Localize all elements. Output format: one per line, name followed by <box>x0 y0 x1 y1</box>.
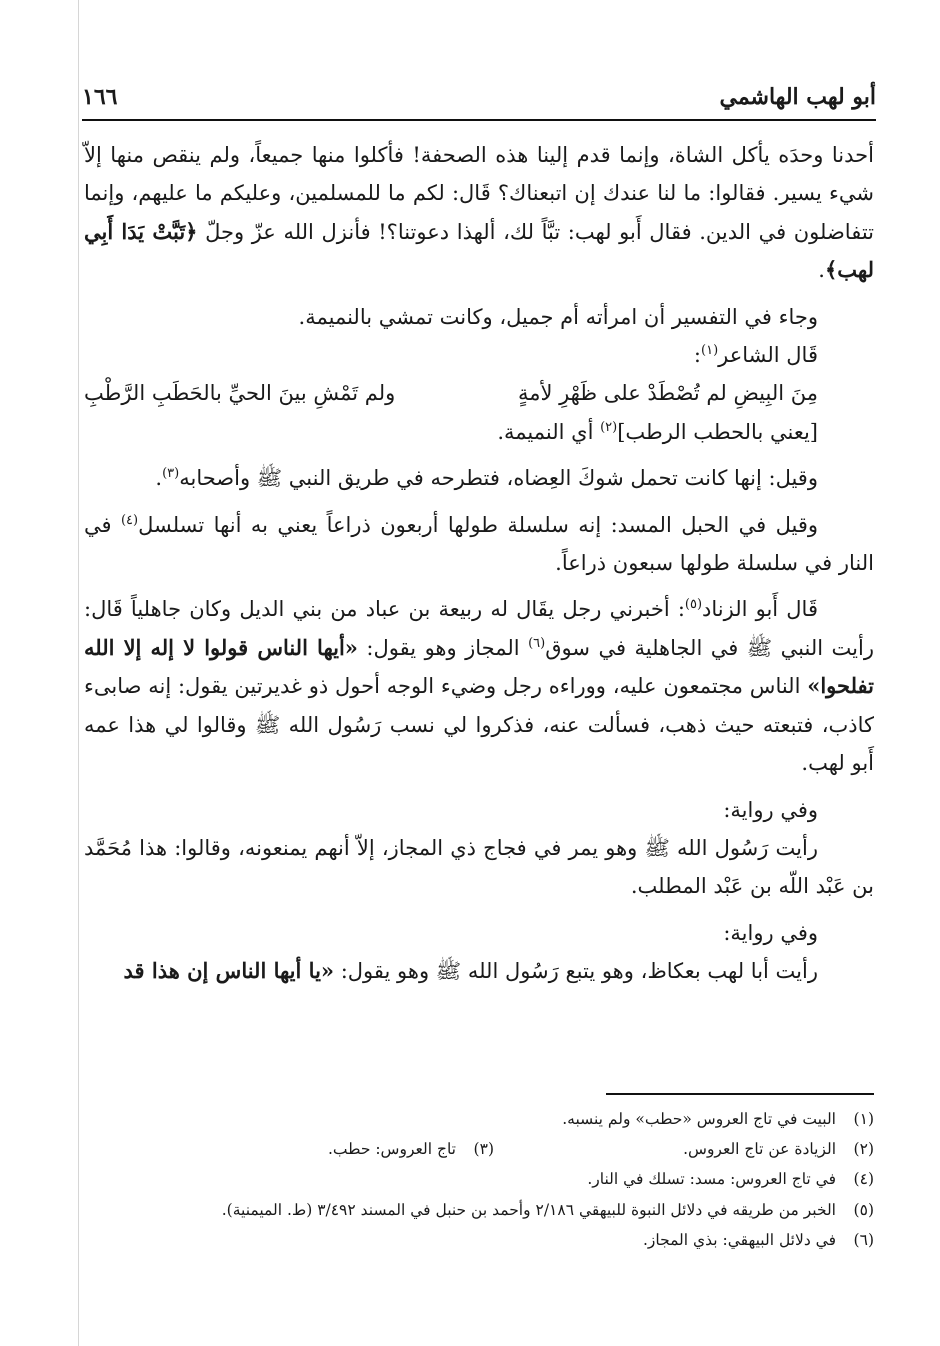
footnote-number: (٦) <box>853 1230 874 1249</box>
footnote-number: (٣) <box>473 1140 494 1159</box>
footnote-2 <box>494 1134 874 1164</box>
p11-text: رأيت أبا لهب بعكاظ، وهو يتبع رَسُول الله ﷺ وهو يقول: <box>334 959 818 984</box>
footnote-ref-1: (١) <box>701 343 719 359</box>
p7-text-d: الناس مجتمعون عليه، ووراءه رجل وضيء الوجه أحول ذو غديرتين يقول: إنه صابىء كاذب، فتبعته حيث ذهب، فسألت عنه، فذكروا لي نسب رَسُول الله ﷺ وقالوا لي هذا عمه أَبو لهب. <box>84 674 874 776</box>
footnote-text: الخبر من طريقه في دلائل النبوة للبيهقي ٢/١٨٦ وأحمد بن حنبل في المسند ٣/٤٩٢ (ط. الميمنية). <box>221 1200 836 1219</box>
paragraph-4 <box>84 413 874 451</box>
footnote-4 <box>74 1164 874 1194</box>
p3-text: قَال الشاعر <box>718 343 818 368</box>
footnote-text: في تاج العروس: مسد: تسلك في النار. <box>587 1170 836 1189</box>
footnote-number: (١) <box>853 1110 874 1128</box>
footnote-ref-6: (٦) <box>528 635 546 651</box>
footnote-ref-2: (٢) <box>600 419 618 435</box>
footnote-number: (٢) <box>853 1140 874 1159</box>
quran-quote: ﴿تَبَّتْ يَدَا أَبِي لهب﴾ <box>84 218 874 283</box>
p1-text: أحدنا وحدَه يأكل الشاة، وإنما قدم إلينا هذه الصحفة! فأكلوا منها جميعاً، ولم ينقص منها إلاّ شيء يسير. فقالوا: ما لنا عندك إن اتبعناك؟ قَال: لكم ما للمسلمين، وعليكم ما عليهم، وإنما تتفاضلون في الدين. فقال أَبو لهب: تبَّاً لك، ألهذا دعوتنا؟! فأنزل الله عزّ وجلّ <box>84 143 874 244</box>
paragraph-11 <box>84 952 874 990</box>
paragraph-2: وجاء في التفسير أن امرأته أم جميل، وكانت تمشي بالنميمة. <box>298 304 818 329</box>
paragraph-8: وفي رواية: <box>723 797 818 822</box>
footnote-text: البيت في تاج العروس «حطب» ولم ينسبه. <box>562 1110 836 1128</box>
p7-text-c: المجاز وهو يقول: <box>357 635 529 660</box>
footnote-text: في دلائل البيهقي: بذي المجاز. <box>642 1230 836 1249</box>
footnote-ref-4: (٤) <box>120 512 139 528</box>
verse-first-hemistich: مِنَ البِيضِ لم تُصْطَدْ على ظَهْرِ لأمةٍ <box>517 381 818 406</box>
footnote-number: (٥) <box>853 1200 874 1219</box>
p1-end: . <box>818 258 825 283</box>
p3-end: : <box>693 343 701 368</box>
p11-bold-quote: «يا أيها الناس إن هذا قد <box>123 958 335 984</box>
p7-text-a: قَال أَبو الزناد <box>702 597 818 622</box>
p7-bold-quote: «أيها الناس قولوا لا إله إلا الله تفلحوا» <box>84 634 874 699</box>
paragraph-7 <box>84 590 874 782</box>
p5-text: وقيل: إنها كانت تحمل شوكَ العِضاه، فتطرحه في طريق النبي ﷺ وأصحابه <box>179 466 818 491</box>
footnote-rule <box>606 1093 874 1095</box>
footnote-ref-3: (٣) <box>162 466 180 482</box>
paragraph-1 <box>84 136 874 290</box>
page-header <box>82 76 876 120</box>
verse-second-hemistich: ولم تَمْشِ بينَ الحيِّ بالحَطَبِ الرَّطْبِ <box>84 381 396 406</box>
footnote-6 <box>74 1225 874 1255</box>
footnote-row-2-3 <box>74 1134 874 1164</box>
p4-end: أي النميمة. <box>497 419 601 444</box>
footnote-text: تاج العروس: حطب. <box>327 1140 456 1159</box>
footnote-1 <box>74 1104 874 1134</box>
paragraph-3 <box>84 336 874 374</box>
page-number: ١٦٦ <box>82 84 118 110</box>
footnote-ref-5: (٥) <box>684 597 703 613</box>
paragraph-5 <box>84 459 874 497</box>
footnote-5 <box>74 1195 874 1225</box>
footnote-number: (٤) <box>853 1170 874 1189</box>
paragraph-6 <box>84 506 874 583</box>
p6-text-a: وقيل في الحبل المسد: إنه سلسلة طولها أربعون ذراعاً يعني به أنها تسلسل <box>138 512 818 537</box>
main-text <box>84 136 874 991</box>
paragraph-10: وفي رواية: <box>723 920 818 945</box>
p7-text-b: : أخبرني رجل يقَال له ربيعة بن عباد من بني الديل وكان جاهلياً قَال: رأيت النبي ﷺ في الجاهلية في سوق <box>84 597 875 660</box>
paragraph-9: رأيت رَسُول الله ﷺ وهو يمر في فجاج ذي المجاز، إلاّ أنهم يمنعونه، وقالوا: هذا مُحَمَّد بن عَبْد اللّه بن عَبْد المطلب. <box>84 835 874 899</box>
p4-text: [يعني بالحطب الرطب] <box>617 419 818 444</box>
footnotes <box>74 1104 874 1255</box>
poem-verse <box>84 374 874 412</box>
footnote-text: الزيادة عن تاج العروس. <box>683 1140 836 1159</box>
p6-text-b: في النار في سلسلة طولها سبعون ذراعاً. <box>84 512 874 576</box>
footnote-3 <box>328 1134 494 1164</box>
p5-end: . <box>155 466 163 491</box>
header-rule <box>82 119 876 121</box>
running-title: أبو لهب الهاشمي <box>719 84 876 110</box>
